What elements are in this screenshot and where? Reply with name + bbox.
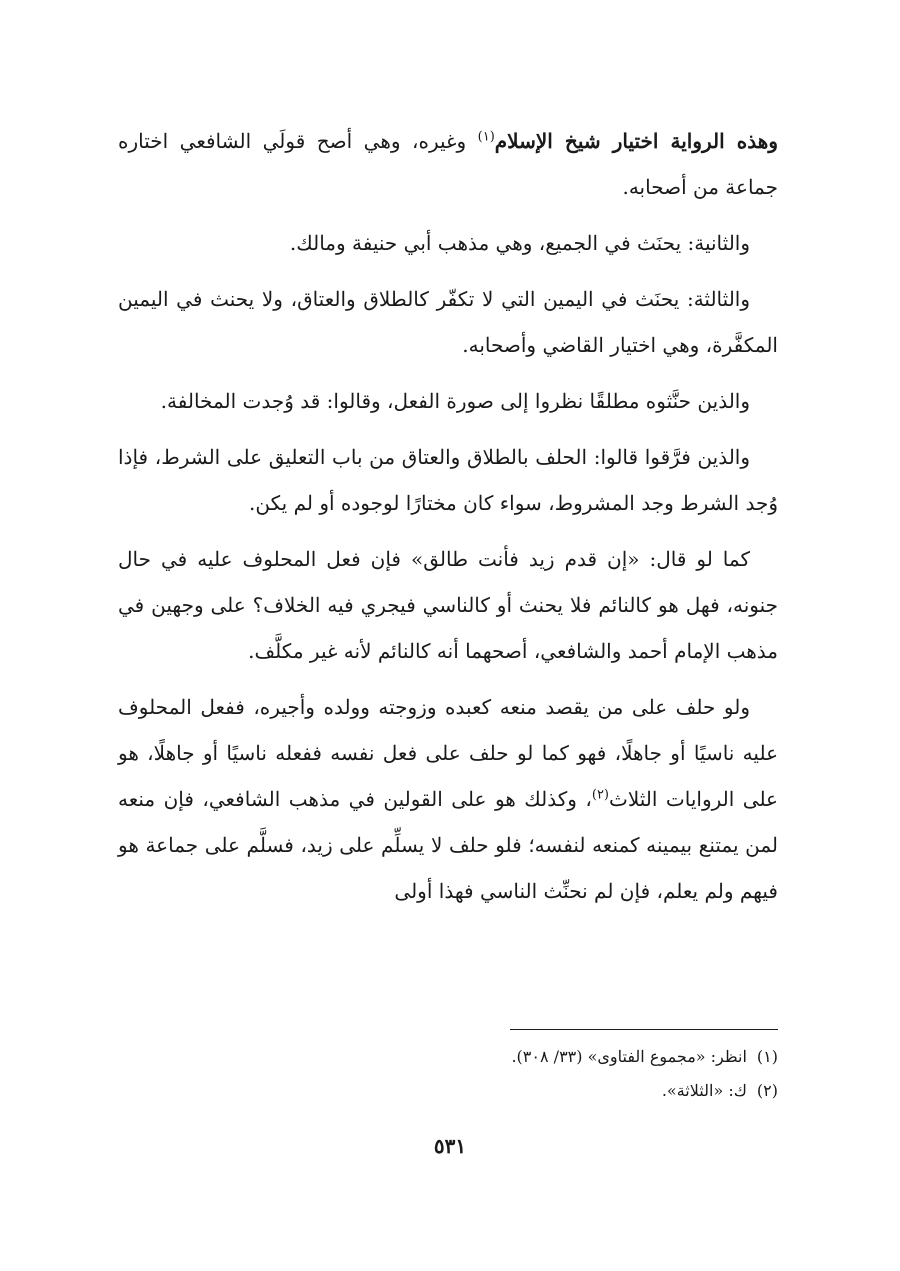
footnote-1-text: انظر: «مجموع الفتاوى» (٣٣/ ٣٠٨). [511, 1047, 747, 1066]
footnote-1 [118, 1040, 778, 1074]
paragraph-3: والثالثة: يحنَث في اليمين التي لا تكفّر كالطلاق والعتاق، ولا يحنث في اليمين المكفَّرة، وهي اختيار القاضي وأصحابه. [118, 287, 778, 357]
footnote-separator [510, 1029, 778, 1030]
footnote-ref-1[interactable]: (١) [477, 129, 495, 145]
paragraph-1-text: وغيره، وهي أصح قولَي الشافعي اختاره جماعة من أصحابه. [118, 129, 778, 199]
paragraph-1-lead: وهذه الرواية اختيار شيخ الإسلام [494, 129, 778, 153]
footnote-ref-2[interactable]: (٢) [591, 787, 609, 803]
paragraph-7 [118, 684, 778, 914]
footnote-1-number: (١) [756, 1047, 778, 1066]
footnotes [118, 1040, 778, 1108]
paragraph-6: كما لو قال: «إن قدم زيد فأنت طالق» فإن فعل المحلوف عليه في حال جنونه، فهل هو كالنائم فلا يحنث أو كالناسي فيجري فيه الخلاف؟ على وجهين في مذهب الإمام أحمد والشافعي، أصحهما أنه كالنائم لأنه غير مكلَّف. [118, 547, 778, 663]
footnote-2-number: (٢) [756, 1081, 778, 1100]
paragraph-5: والذين فرَّقوا قالوا: الحلف بالطلاق والعتاق من باب التعليق على الشرط، فإذا وُجد الشرط وجد المشروط، سواء كان مختارًا لوجوده أو لم يكن. [118, 445, 778, 515]
paragraph-7-text-before: ولو حلف على من يقصد منعه كعبده وزوجته وولده وأجيره، ففعل المحلوف عليه ناسيًا أو جاهلًا، فهو كما لو حلف على فعل نفسه ففعله ناسيًا أو جاهلًا، هو على الروايات الثلاث [118, 695, 778, 811]
paragraph-7-text-after: ، وكذلك هو على القولين في مذهب الشافعي، فإن منعه لمن يمتنع بيمينه كمنعه لنفسه؛ فلو حلف لا يسلِّم على زيد، فسلَّم على جماعة هو فيهم ولم يعلم، فإن لم نحنِّث الناسي فهذا أولى [118, 787, 778, 903]
paragraph-1 [118, 118, 778, 210]
page-number: ٥٣١ [433, 1134, 467, 1158]
main-text [118, 118, 778, 924]
footnote-2 [118, 1074, 778, 1108]
footnote-2-text: ك: «الثلاثة». [661, 1081, 747, 1100]
paragraph-4: والذين حنَّثوه مطلقًا نظروا إلى صورة الفعل، وقالوا: قد وُجدت المخالفة. [160, 389, 750, 413]
paragraph-2: والثانية: يحنَث في الجميع، وهي مذهب أبي حنيفة ومالك. [289, 231, 750, 255]
